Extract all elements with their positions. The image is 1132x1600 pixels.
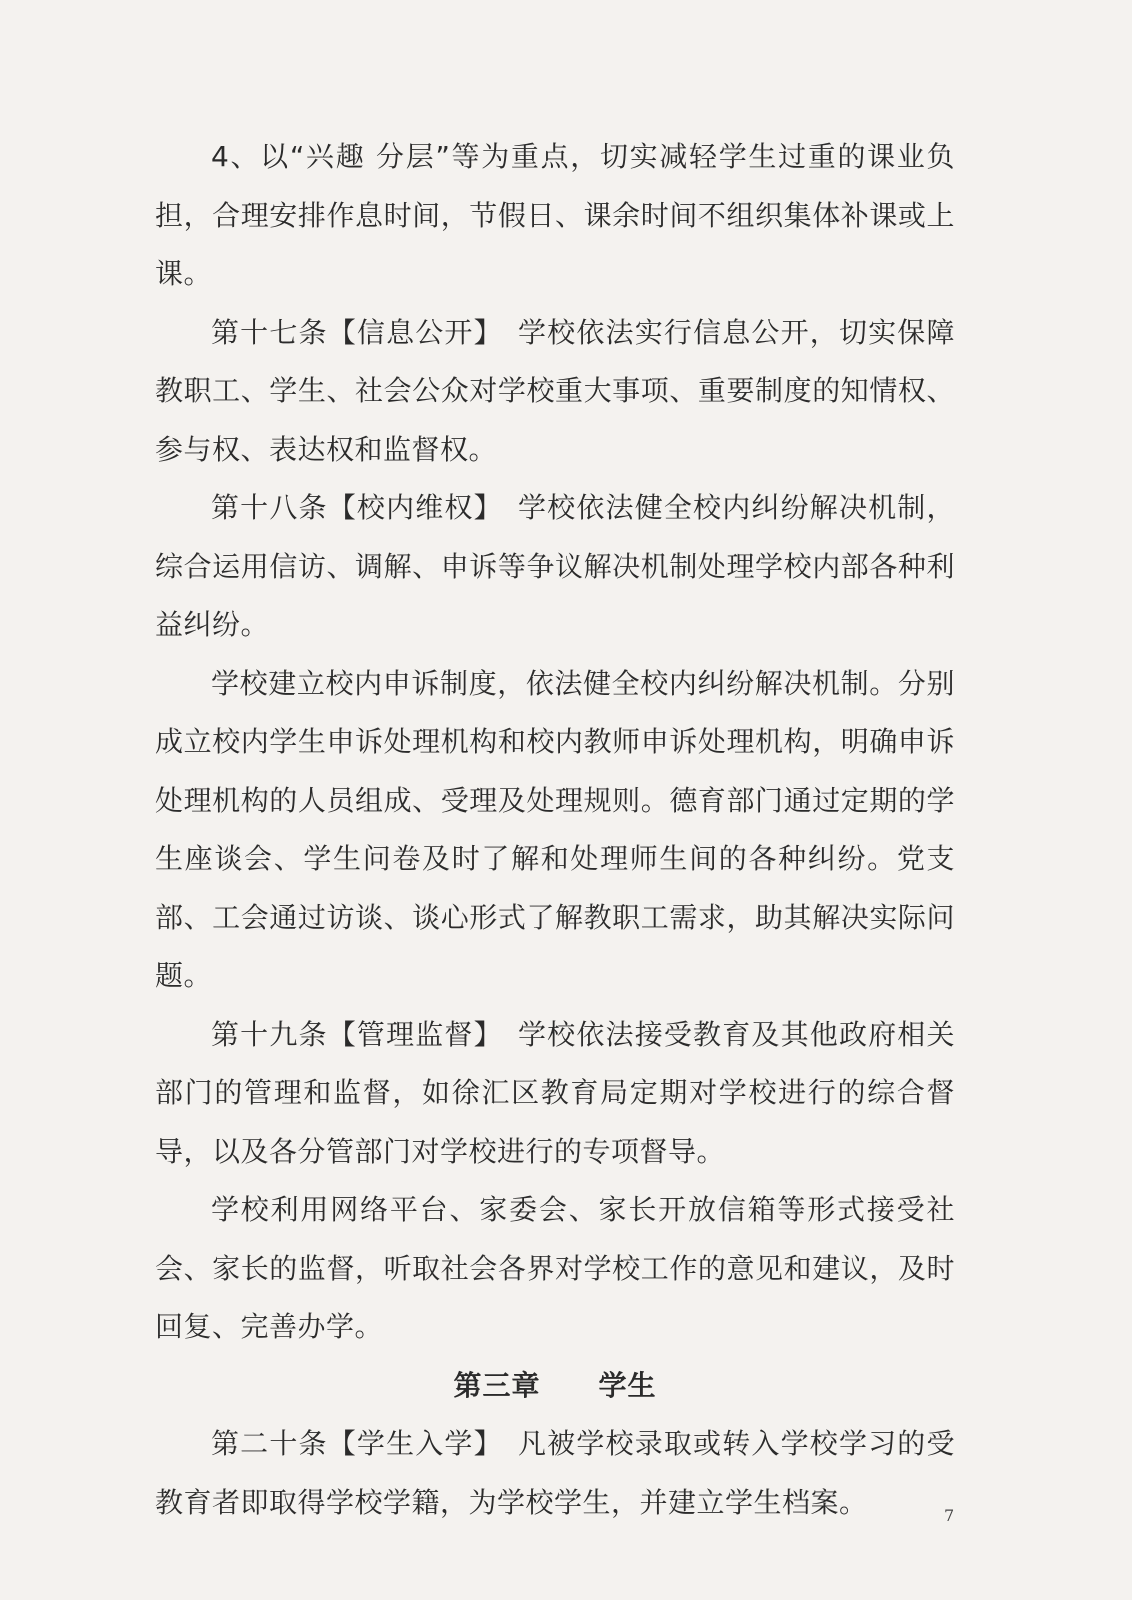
- paragraph-item-4: 4、以“兴趣 分层”等为重点，切实减轻学生过重的课业负担，合理安排作息时间，节假日、课余时间不组织集体补课或上课。: [155, 140, 955, 290]
- page-content: [155, 128, 955, 1532]
- article-19-management-supervision: 第十九条【管理监督】 学校依法接受教育及其他政府相关部门的管理和监督，如徐汇区教育局定期对学校进行的综合督导，以及各分管部门对学校进行的专项督导。: [155, 1017, 955, 1168]
- page-number: 7: [944, 1506, 955, 1525]
- article-20-student-enrollment: 第二十条【学生入学】 凡被学校录取或转入学校学习的受教育者即取得学校学籍，为学校学生，并建立学生档案。: [155, 1427, 955, 1519]
- chapter-heading: 第三章 学生: [453, 1368, 657, 1402]
- article-17-information-disclosure: 第十七条【信息公开】 学校依法实行信息公开，切实保障教职工、学生、社会公众对学校重大事项、重要制度的知情权、参与权、表达权和监督权。: [155, 315, 955, 466]
- paragraph-public-supervision: 学校利用网络平台、家委会、家长开放信箱等形式接受社会、家长的监督，听取社会各界对学校工作的意见和建议，及时回复、完善办学。: [155, 1193, 955, 1343]
- article-18-internal-rights: 第十八条【校内维权】 学校依法健全校内纠纷解决机制，综合运用信访、调解、申诉等争议解决机制处理学校内部各种利益纠纷。: [155, 491, 955, 641]
- paragraph-appeal-system: 学校建立校内申诉制度，依法健全校内纠纷解决机制。分别成立校内学生申诉处理机构和校内教师申诉处理机构，明确申诉处理机构的人员组成、受理及处理规则。德育部门通过定期的学生座谈会、学生问卷及时了解和处理师生间的各种纠纷。党支部、工会通过访谈、谈心形式了解教职工需求，助其解决实际问题。: [155, 666, 955, 992]
